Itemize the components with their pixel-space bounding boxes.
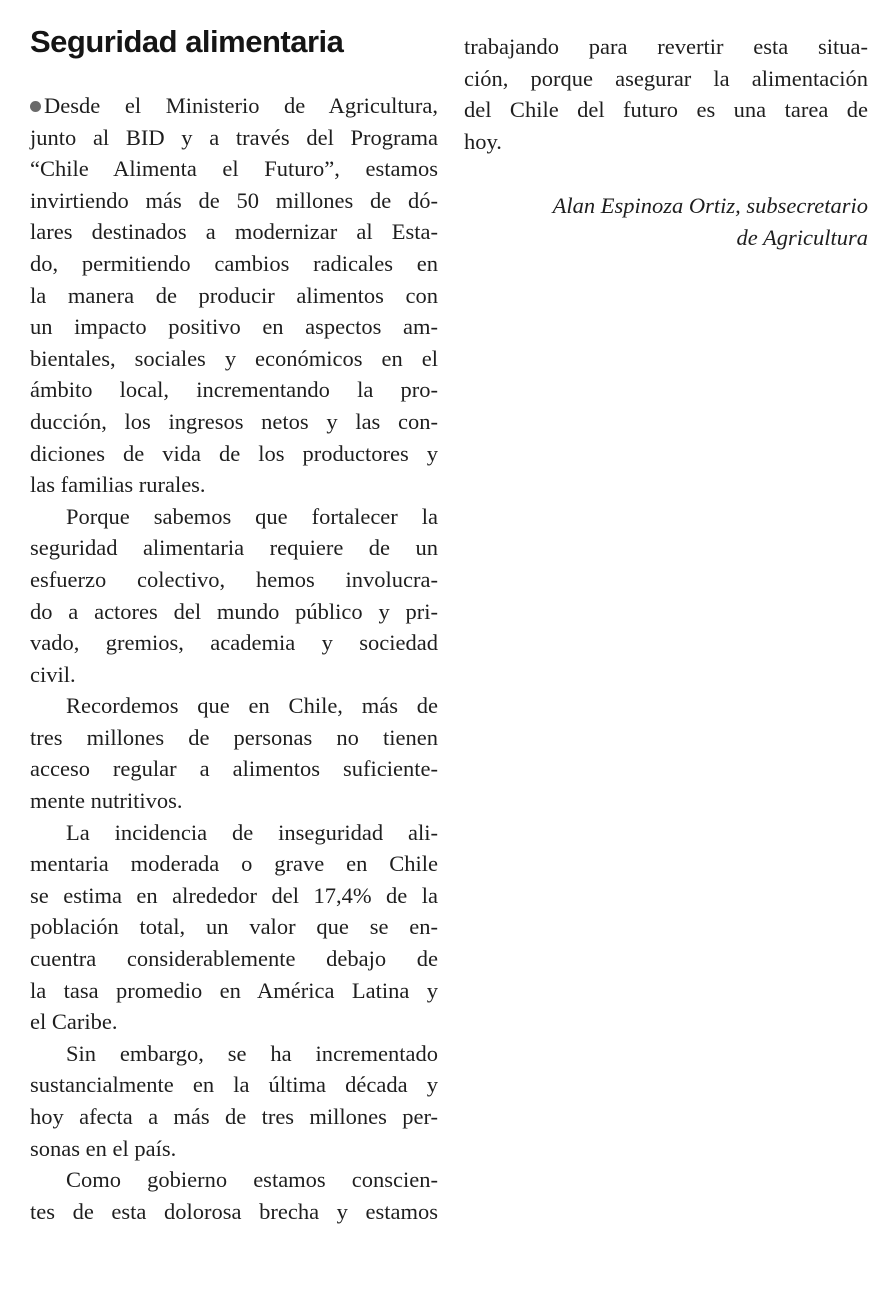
text-line: ción, porque asegurar la alimentación [464,65,868,91]
text-line: “Chile Alimenta el Futuro”, estamos [30,156,438,182]
text-line: La incidencia de inseguridad ali- [66,819,438,845]
text-line: cuentra considerablemente debajo de [30,946,438,972]
text-line: Porque sabemos que fortalecer la [66,503,438,529]
text-line: la tasa promedio en América Latina y [30,977,438,1003]
text-line: diciones de vida de los productores y [30,440,438,466]
text-line: civil. [30,661,76,687]
text-line: seguridad alimentaria requiere de un [30,535,438,561]
author-title-line: de Agricultura [736,224,868,250]
text-line: Desde el Ministerio de Agricultura, [30,90,438,122]
text-line: trabajando para revertir esta situa- [464,34,868,59]
text-line: las familias rurales. [30,472,206,498]
headline: Seguridad alimentaria [30,24,344,59]
text-line: junto al BID y a través del Programa [30,124,438,150]
text-line: mente nutritivos. [30,788,183,814]
text-line: invirtiendo más de 50 millones de dó- [30,187,438,213]
right-column-text [464,31,868,157]
text-line: ducción, los ingresos netos y las con- [30,408,438,434]
author-name-line: Alan Espinoza Ortiz, subsecretario [552,193,868,218]
text-line: el Caribe. [30,1009,118,1035]
text-line: Sin embargo, se ha incrementado [66,1040,438,1066]
text-line: esfuerzo colectivo, hemos involucra- [30,566,438,592]
text-line: do a actores del mundo público y pri- [30,598,438,624]
text-line: Como gobierno estamos conscien- [66,1167,438,1193]
text-line: Recordemos que en Chile, más de [66,693,438,719]
text-line: hoy afecta a más de tres millones per- [30,1104,438,1129]
text-line: tres millones de personas no tienen [30,724,438,750]
text-line: la manera de producir alimentos con [30,282,438,308]
left-column-text [30,90,438,1227]
text-line: mentaria moderada o grave en Chile [30,851,438,877]
text-line: do, permitiendo cambios radicales en [30,250,438,276]
text-line: población total, un valor que se en- [30,914,438,940]
text-line: hoy. [464,128,502,154]
text-line: bientales, sociales y económicos en el [30,345,438,371]
text-line: tes de esta dolorosa brecha y estamos [30,1198,438,1224]
text-line: ámbito local, incrementando la pro- [30,377,438,403]
text-line: sonas en el país. [30,1135,177,1161]
text-line: vado, gremios, academia y sociedad [30,630,438,656]
text-line: un impacto positivo en aspectos am- [30,314,438,340]
text-line: del Chile del futuro es una tarea de [464,97,868,123]
text-line: lares destinados a modernizar al Esta- [30,219,438,245]
text-line: acceso regular a alimentos suficiente- [30,756,438,782]
text-line: sustancialmente en la última década y [30,1072,438,1098]
author-signature [464,190,868,253]
bullet-dot-icon [30,90,44,122]
text-line: se estima en alrededor del 17,4% de la [30,882,438,908]
